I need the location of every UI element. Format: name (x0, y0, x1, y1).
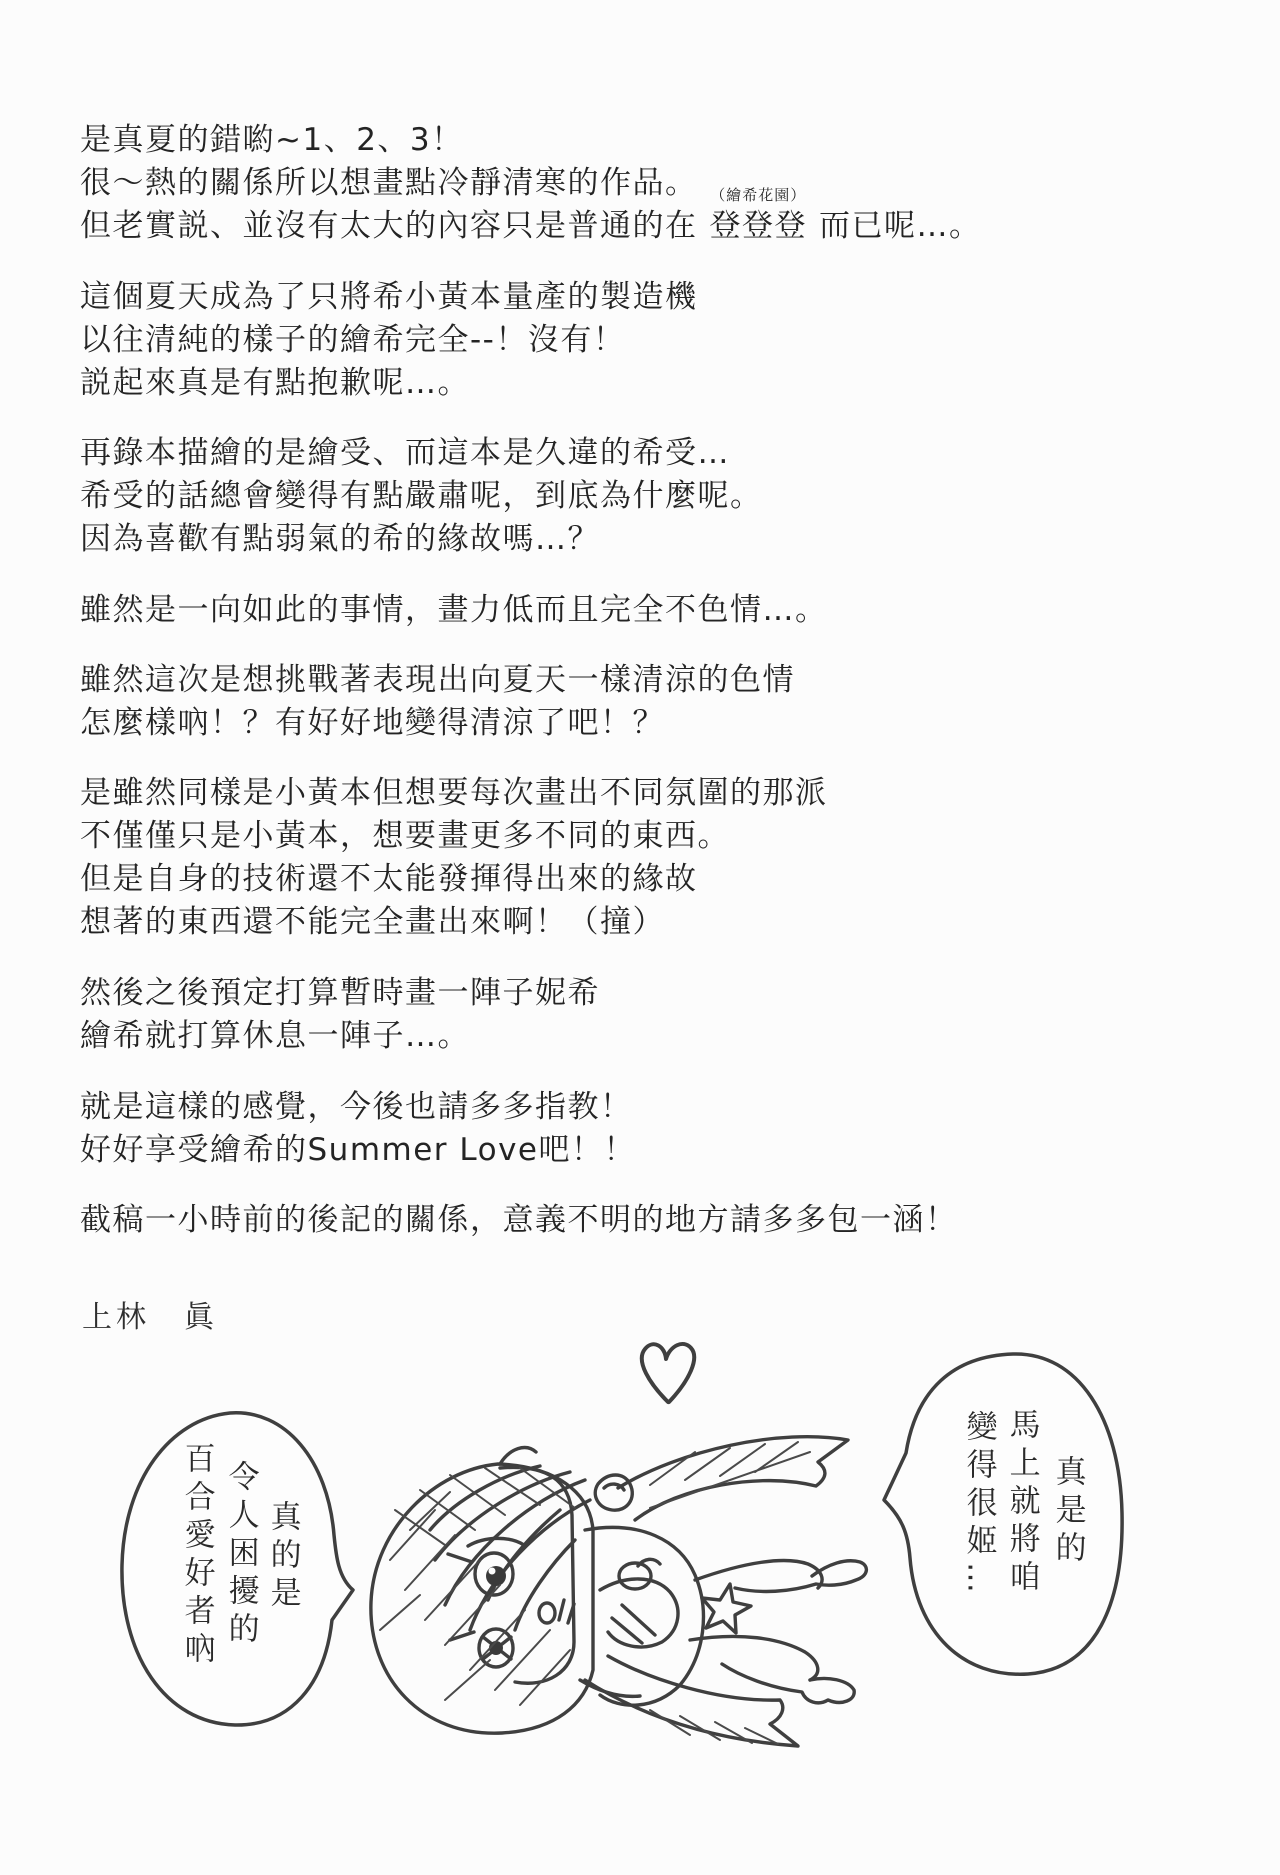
ruby-pre-text: 但老實説、並沒有太大的內容只是普通的在 (80, 208, 698, 244)
paragraph-9 (80, 1199, 958, 1242)
text-line: 就是這樣的感覺，今後也請多多指教！ (80, 1089, 633, 1125)
text-line: 希受的話總會變得有點嚴肅呢，到底為什麼呢。 (80, 478, 763, 514)
ruby-base: 登登登 (709, 208, 807, 244)
paragraph-3 (80, 432, 763, 561)
paragraph-2 (80, 276, 698, 405)
paragraph-8 (80, 1086, 636, 1172)
text-line: 這個夏天成為了只將希小黃本量產的製造機 (80, 279, 698, 315)
paragraph-7 (80, 972, 600, 1058)
text-line: 想著的東西還不能完全畫出來啊！（撞） (80, 904, 665, 940)
text-line: 以往清純的樣子的繪希完全--！沒有！ (80, 322, 626, 358)
paragraph-6 (80, 772, 828, 944)
text-line: 然後之後預定打算暫時畫一陣子妮希 (80, 975, 600, 1011)
text-line: 不僅僅只是小黃本，想要畫更多不同的東西。 (80, 818, 730, 854)
text-line: 再錄本描繪的是繪受、而這本是久違的希受… (80, 435, 730, 471)
text-line: 雖然這次是想挑戰著表現出向夏天一樣清涼的色情 (80, 662, 795, 698)
author-signature: 上林 眞 (82, 1300, 218, 1335)
text-line: 説起來真是有點抱歉呢…。 (80, 365, 470, 401)
text-line: 因為喜歡有點弱氣的希的緣故嗎…？ (80, 521, 600, 557)
text-line: 很～熱的關係所以想畫點冷靜清寒的作品。 (80, 165, 698, 201)
text-line: 截稿一小時前的後記的關係，意義不明的地方請多多包一涵！ (80, 1202, 958, 1238)
paragraph-4 (80, 589, 828, 632)
ruby-post-text: 而已呢…。 (819, 208, 982, 244)
ruby-annotation (709, 186, 808, 248)
bubble-text-column: 真是的 (1049, 1455, 1086, 1569)
bubble-text-column: 令人困擾的 (222, 1460, 259, 1650)
text-line: 好好享受繪希的Summer Love吧！！ (80, 1132, 637, 1168)
text-line: 是真夏的錯喲~1、2、3！ (80, 122, 464, 158)
text-line-with-ruby (80, 186, 982, 248)
text-line: 雖然是一向如此的事情，畫力低而且完全不色情…。 (80, 592, 828, 628)
chibi-girl-sketch (350, 1380, 910, 1800)
bubble-text-column: 馬上就將咱 (1003, 1408, 1040, 1598)
text-line: 怎麼樣吶！？有好好地變得清涼了吧！？ (80, 705, 665, 741)
bubble-text-column: 百合愛好者吶 (178, 1442, 215, 1670)
text-line: 但是自身的技術還不太能發揮得出來的緣故 (80, 861, 698, 897)
speech-bubble-left (110, 1405, 355, 1735)
speech-bubble-right (878, 1348, 1128, 1683)
paragraph-5 (80, 659, 795, 745)
text-line: 是雖然同樣是小黃本但想要每次畫出不同氛圍的那派 (80, 775, 828, 811)
paragraph-1 (80, 119, 982, 248)
bubble-text-column: 真的是 (264, 1500, 301, 1614)
text-line: 繪希就打算休息一陣子…。 (80, 1018, 470, 1054)
ruby-note: （繪希花園） (710, 186, 807, 204)
bubble-text-column: 變得很姬… (960, 1410, 997, 1600)
